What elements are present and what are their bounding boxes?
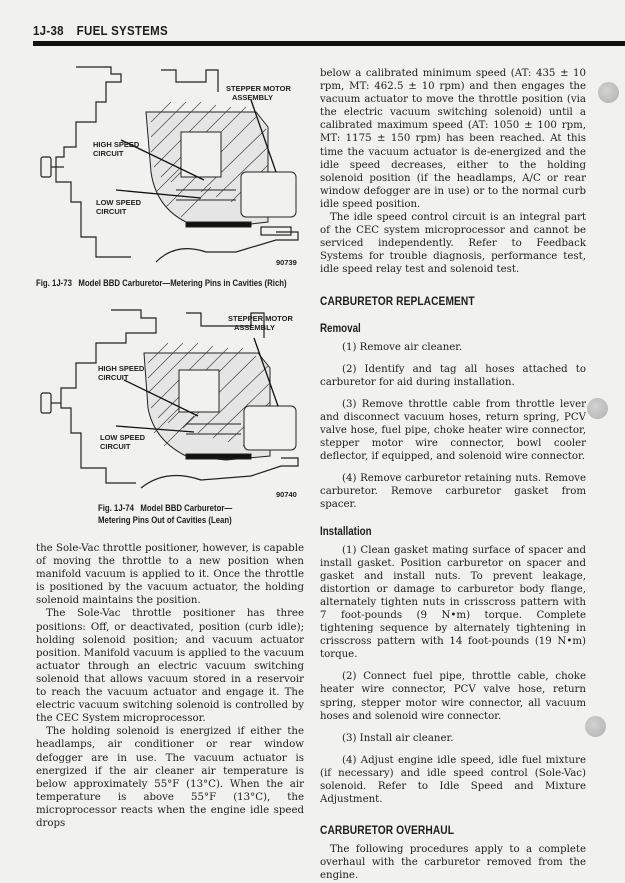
removal-step: (1) Remove air cleaner.	[342, 341, 463, 353]
subheading-installation: Installation	[320, 525, 372, 538]
callout-stepper-motor: STEPPER MOTOR ASSEMBLY	[228, 314, 293, 332]
carburetor-lean-diagram-icon	[36, 308, 306, 498]
installation-step: (3) Install air cleaner.	[342, 732, 454, 744]
paragraph: The following procedures apply to a complete overhaul with the carburetor removed from the engine.	[320, 844, 586, 882]
page-number: 1J-38	[33, 24, 64, 38]
callout-low-speed: LOW SPEED CIRCUIT	[96, 198, 142, 216]
paragraph: The holding solenoid is energized if either the headlamps, air conditioner or rear window defogger are in use. The vacuum actuator is energized if the air cleaner air temperature is below approximately 55°F (13°C). When the air temperature is above 55°F (13°C), the microprocessor reacts when the engine idle speed drops	[36, 726, 304, 829]
installation-step: (1) Clean gasket mating surface of spacer and install gasket. Position carburetor on spacer and gasket and install nuts. To prevent leakage, distortion or damage to carburetor body flange, alternately tighten nuts in crisscross pattern with 7 foot-pounds (9 N•m) torque. Complete tightening sequence by alternately tightening in crisscross pattern with 14 foot-pounds (19 N•m) torque.	[320, 544, 586, 661]
figure-image-id: 90740	[276, 490, 297, 499]
header-rule	[33, 41, 625, 46]
installation-step: (2) Connect fuel pipe, throttle cable, choke heater wire connector, PCV valve hose, return spring, stepper motor wire connector, all vacuum hoses and solenoid wire connector.	[320, 671, 586, 722]
removal-step: (2) Identify and tag all hoses attached to carburetor for aid during installation.	[320, 363, 586, 388]
installation-step: (4) Adjust engine idle speed, idle fuel mixture (if necessary) and idle speed control (Sole-Vac) solenoid. Refer to Idle Speed and Mixture Adjustment.	[320, 754, 586, 806]
paragraph: The idle speed control circuit is an integral part of the CEC system microprocessor and cannot be serviced independently. Refer to Feedback Systems for trouble diagnosis, performance test, idle speed relay test and solenoid test.	[320, 212, 586, 276]
removal-step: (3) Remove throttle cable from throttle lever and disconnect vacuum hoses, return spring, PCV valve hose, fuel pipe, choke heater wire connector, stepper motor wire connector, bowl cooler deflector, if equipped, and solenoid wire connector.	[320, 398, 586, 463]
page-header	[33, 24, 625, 46]
figure-1j-74	[36, 308, 306, 498]
punch-hole-icon	[587, 398, 608, 419]
punch-hole-icon	[598, 82, 619, 103]
figure-1j-73	[36, 62, 306, 267]
figure-caption: Fig. 1J-74 Model BBD Carburetor— Metering Pins Out of Cavities (Lean)	[98, 503, 233, 526]
removal-step: (4) Remove carburetor retaining nuts. Remove carburetor. Remove carburetor gasket from spacer.	[320, 473, 586, 511]
section-heading-carburetor-overhaul: CARBURETOR OVERHAUL	[320, 823, 455, 838]
subheading-removal: Removal	[320, 322, 361, 335]
callout-low-speed: LOW SPEED CIRCUIT	[100, 433, 146, 451]
callout-high-speed: HIGH SPEED CIRCUIT	[98, 364, 145, 382]
callout-stepper-motor: STEPPER MOTOR ASSEMBLY	[226, 84, 291, 102]
figure-image-id: 90739	[276, 258, 297, 267]
section-heading-carburetor-replacement: CARBURETOR REPLACEMENT	[320, 293, 475, 308]
callout-high-speed: HIGH SPEED CIRCUIT	[93, 140, 140, 158]
left-column-text	[36, 542, 304, 830]
punch-hole-icon	[585, 716, 606, 737]
right-column-text	[320, 67, 586, 883]
section-title: FUEL SYSTEMS	[76, 24, 168, 38]
paragraph: below a calibrated minimum speed (AT: 435 ± 10 rpm, MT: 462.5 ± 10 rpm) and then engages the vacuum actuator to move the throttle position (via the electric vacuum switching solenoid) until a calibrated maximum speed (AT: 1050 ± 100 rpm, MT: 1175 ± 150 rpm) has been reached. At this time the vacuum actuator is de-energized and the idle speed decreases, either to the holding solenoid position (if the headlamps, A/C or rear window defogger are in use) or to the normal curb idle speed position.	[320, 68, 586, 210]
figure-caption: Fig. 1J-73 Model BBD Carburetor—Metering Pins in Cavities (Rich)	[36, 278, 287, 289]
paragraph: The Sole-Vac throttle positioner has three positions: Off, or deactivated, position (curb idle); holding solenoid position; and vacuum actuator position. Manifold vacuum is applied to the vacuum actuator through an electric vacuum switching solenoid that allows vacuum stored in a reservoir to reach the vacuum actuator and engage it. The electric vacuum switching solenoid is controlled by the CEC System microprocessor.	[36, 608, 304, 725]
paragraph: the Sole-Vac throttle positioner, however, is capable of moving the throttle to a new position when manifold vacuum is applied to it. Once the throttle is positioned by the vacuum actuator, the holding solenoid maintains the position.	[36, 543, 304, 607]
